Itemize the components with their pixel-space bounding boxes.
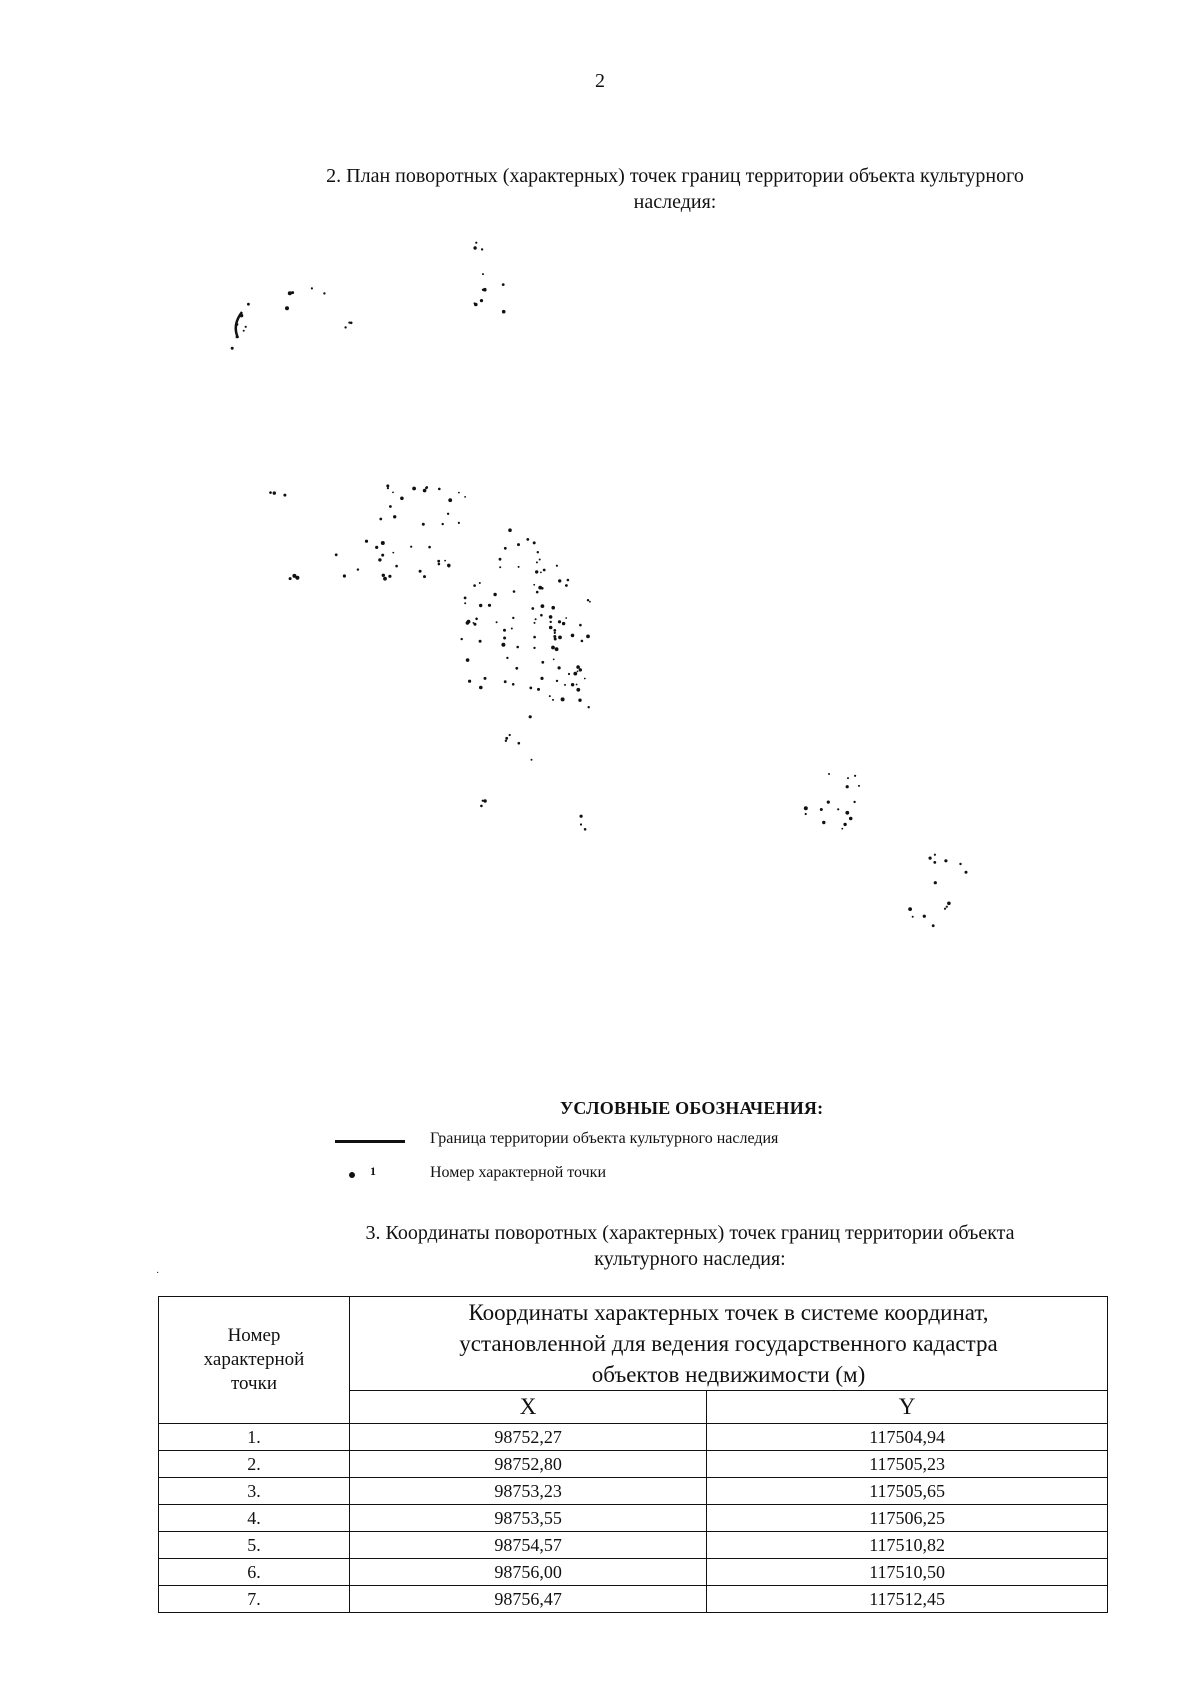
boundary-point-marker <box>499 566 501 568</box>
boundary-point-marker <box>517 543 520 546</box>
table-row <box>159 1451 1108 1478</box>
boundary-point-marker <box>365 540 368 543</box>
boundary-point-marker <box>387 487 389 489</box>
boundary-point-marker <box>549 626 553 630</box>
boundary-point-marker <box>539 559 541 561</box>
boundary-point-marker <box>827 801 830 804</box>
boundary-point-marker <box>551 606 555 610</box>
boundary-point-marker <box>504 547 507 550</box>
boundary-point-marker <box>512 683 515 686</box>
boundary-point-marker <box>382 574 385 577</box>
boundary-point-marker <box>499 558 502 561</box>
x-cell: 98754,57 <box>350 1532 707 1559</box>
boundary-point-marker <box>535 618 537 620</box>
boundary-point-marker <box>565 617 567 619</box>
boundary-point-marker <box>805 813 807 815</box>
boundary-point-marker <box>381 541 385 545</box>
boundary-point-marker <box>535 570 538 573</box>
boundary-point-marker <box>820 808 823 811</box>
boundary-points-plan <box>230 240 1090 1020</box>
boundary-point-marker <box>550 621 552 623</box>
table-row <box>159 1532 1108 1559</box>
point-number-cell: 6. <box>159 1559 350 1586</box>
y-cell: 117510,50 <box>707 1559 1108 1586</box>
boundary-point-marker <box>584 678 586 680</box>
boundary-point-marker <box>386 484 389 487</box>
boundary-point-marker <box>388 575 391 578</box>
boundary-point-marker <box>475 242 477 244</box>
x-column-header: X <box>350 1391 707 1424</box>
boundary-point-marker <box>579 668 582 671</box>
boundary-point-marker <box>323 292 325 294</box>
boundary-point-marker <box>541 587 544 590</box>
boundary-point-marker <box>245 326 247 328</box>
boundary-point-marker <box>466 658 470 662</box>
boundary-point-marker <box>473 584 476 587</box>
point-number-cell: 2. <box>159 1451 350 1478</box>
y-cell: 117504,94 <box>707 1424 1108 1451</box>
boundary-point-marker <box>448 565 450 567</box>
point-number-cell: 4. <box>159 1505 350 1532</box>
boundary-point-marker <box>423 575 426 578</box>
boundary-point-marker <box>389 505 392 508</box>
boundary-point-marker <box>536 561 538 563</box>
boundary-point-marker <box>344 326 346 328</box>
boundary-point-marker <box>553 629 556 632</box>
point-number-cell: 7. <box>159 1586 350 1613</box>
boundary-point-marker <box>247 303 250 306</box>
boundary-point-marker <box>536 591 539 594</box>
boundary-point-marker <box>392 552 394 554</box>
boundary-point-marker <box>464 496 466 498</box>
boundary-point-marker <box>513 590 516 593</box>
table-row <box>159 1505 1108 1532</box>
boundary-point-marker <box>549 695 551 697</box>
boundary-point-marker <box>357 568 359 570</box>
x-cell: 98753,23 <box>350 1478 707 1505</box>
boundary-point-marker <box>423 489 427 493</box>
boundary-point-marker <box>828 773 830 775</box>
boundary-point-marker <box>533 647 535 649</box>
boundary-point-marker <box>568 673 570 675</box>
boundary-point-marker <box>853 801 855 803</box>
boundary-point-marker <box>289 577 292 580</box>
boundary-point-marker <box>425 487 428 490</box>
boundary-point-marker <box>509 734 511 736</box>
boundary-point-marker <box>526 538 529 541</box>
table-row <box>159 1559 1108 1586</box>
page-number: 2 <box>595 70 605 92</box>
boundary-point-marker <box>944 908 946 910</box>
boundary-point-marker <box>540 614 543 617</box>
boundary-point-marker <box>558 666 561 669</box>
point-number-header-line-2: характерной <box>203 1349 305 1370</box>
boundary-point-marker <box>464 597 467 600</box>
coordinates-header <box>350 1297 1108 1391</box>
section-2-heading <box>240 163 1110 215</box>
boundary-point-marker <box>555 647 559 651</box>
section-3-heading-line-1: 3. Координаты поворотных (характерных) точек границ территории объекта <box>365 1222 1015 1244</box>
boundary-point-marker <box>586 635 590 639</box>
boundary-point-marker <box>551 646 555 650</box>
boundary-point-marker <box>534 622 536 624</box>
boundary-point-marker <box>947 902 951 906</box>
boundary-point-marker <box>556 680 558 682</box>
boundary-point-marker <box>837 808 839 810</box>
boundary-point-marker <box>410 546 412 548</box>
boundary-point-marker <box>508 528 512 532</box>
boundary-point-marker <box>311 287 313 289</box>
boundary-point-marker <box>558 636 562 640</box>
boundary-point-marker <box>576 665 580 669</box>
legend-point-label: Номер характерной точки <box>430 1164 606 1181</box>
boundary-point-marker <box>552 699 554 701</box>
boundary-point-marker <box>438 488 441 491</box>
boundary-point-marker <box>464 602 466 604</box>
boundary-point-marker <box>480 299 483 302</box>
boundary-point-marker <box>529 715 532 718</box>
boundary-point-marker <box>529 687 532 690</box>
boundary-point-marker <box>577 671 579 673</box>
boundary-point-marker <box>479 582 481 584</box>
boundary-point-marker <box>584 828 587 831</box>
boundary-point-marker <box>579 624 582 627</box>
boundary-point-marker <box>531 759 533 761</box>
table-row <box>159 1478 1108 1505</box>
y-cell: 117512,45 <box>707 1586 1108 1613</box>
boundary-point-marker <box>567 579 570 582</box>
boundary-point-marker <box>283 494 286 497</box>
boundary-line-symbol <box>330 1130 410 1152</box>
coordinates-table <box>158 1296 1108 1613</box>
boundary-point-marker <box>565 584 568 587</box>
coordinates-header-line-2: установленной для ведения государственного кадастра <box>459 1331 998 1356</box>
boundary-point-marker <box>934 854 936 856</box>
boundary-point-marker <box>479 604 482 607</box>
boundary-point-marker <box>553 635 556 638</box>
x-cell: 98756,00 <box>350 1559 707 1586</box>
boundary-point-marker <box>804 806 808 810</box>
boundary-point-marker <box>444 560 446 562</box>
boundary-point-marker <box>412 487 416 491</box>
boundary-point-marker <box>554 632 556 634</box>
boundary-point-marker <box>447 513 449 515</box>
boundary-point-marker <box>581 640 584 643</box>
boundary-point-marker <box>379 518 382 521</box>
boundary-point-marker <box>482 273 484 275</box>
boundary-point-marker <box>561 697 565 701</box>
boundary-point-marker <box>458 492 460 494</box>
boundary-point-marker <box>512 617 514 619</box>
boundary-point-marker <box>393 515 396 518</box>
boundary-point-marker <box>965 871 968 874</box>
boundary-point-marker <box>573 672 577 676</box>
section-3-heading <box>270 1220 1110 1272</box>
boundary-point-marker <box>562 622 565 625</box>
y-cell: 117510,82 <box>707 1532 1108 1559</box>
boundary-point-marker <box>858 785 860 787</box>
boundary-point-marker <box>448 498 452 502</box>
boundary-point-marker <box>571 683 574 686</box>
boundary-point-marker <box>488 604 491 607</box>
boundary-point-marker <box>503 629 506 632</box>
boundary-point-marker <box>908 907 912 911</box>
boundary-point-marker <box>578 699 581 702</box>
boundary-point-marker <box>502 283 505 286</box>
boundary-point-marker <box>576 684 578 686</box>
boundary-point-marker <box>481 248 483 250</box>
boundary-point-marker <box>395 565 398 568</box>
boundary-point-marker <box>533 541 536 544</box>
boundary-point-marker <box>934 881 937 884</box>
boundary-point-marker <box>553 659 555 661</box>
boundary-point-marker <box>505 737 508 740</box>
y-column-header: Y <box>707 1391 1108 1424</box>
coordinates-header-line-3: объектов недвижимости (м) <box>591 1362 866 1387</box>
point-symbol <box>330 1164 410 1186</box>
boundary-point-marker <box>288 291 292 295</box>
boundary-point-marker <box>845 811 849 815</box>
boundary-point-marker <box>515 667 518 670</box>
boundary-point-marker <box>422 523 425 526</box>
boundary-point-marker <box>912 916 914 918</box>
boundary-point-marker <box>923 915 926 918</box>
legend-title: УСЛОВНЫЕ ОБОЗНАЧЕНИЯ: <box>560 1098 824 1118</box>
table-row <box>159 1424 1108 1451</box>
boundary-point-marker <box>841 828 843 830</box>
x-cell: 98756,47 <box>350 1586 707 1613</box>
boundary-point-marker <box>505 740 507 742</box>
boundary-point-marker <box>549 615 553 619</box>
boundary-point-marker <box>847 777 849 779</box>
boundary-point-marker <box>588 706 590 708</box>
boundary-point-marker <box>580 823 582 825</box>
boundary-point-marker <box>484 677 487 680</box>
boundary-point-marker <box>419 570 422 573</box>
boundary-point-marker <box>381 554 384 557</box>
point-number-cell: 3. <box>159 1478 350 1505</box>
x-cell: 98752,27 <box>350 1424 707 1451</box>
boundary-point-marker <box>467 620 471 624</box>
y-cell: 117505,65 <box>707 1478 1108 1505</box>
boundary-point-marker <box>473 246 476 249</box>
y-cell: 117505,23 <box>707 1451 1108 1478</box>
boundary-point-marker <box>843 823 846 826</box>
boundary-point-marker <box>518 566 520 568</box>
boundary-point-marker <box>932 924 935 927</box>
boundary-point-marker <box>541 661 544 664</box>
boundary-point-marker <box>468 680 471 683</box>
boundary-point-marker <box>503 637 506 640</box>
boundary-point-marker <box>482 289 484 291</box>
boundary-point-marker <box>533 584 535 586</box>
boundary-point-marker <box>558 579 561 582</box>
boundary-point-marker <box>343 574 346 577</box>
boundary-point-marker <box>269 491 272 494</box>
boundary-point-marker <box>944 859 947 862</box>
boundary-point-marker <box>243 330 245 332</box>
stray-mark: · <box>156 1268 160 1279</box>
boundary-point-marker <box>511 628 513 630</box>
boundary-point-marker <box>540 572 542 574</box>
boundary-point-marker <box>473 622 475 624</box>
boundary-point-marker <box>589 601 591 603</box>
boundary-point-marker <box>587 599 589 601</box>
x-cell: 98752,80 <box>350 1451 707 1478</box>
boundary-point-marker <box>946 906 948 908</box>
point-number-header <box>159 1297 350 1424</box>
boundary-point-marker <box>375 546 378 549</box>
boundary-point-marker <box>273 491 276 494</box>
boundary-point-marker <box>518 742 521 745</box>
boundary-point-marker <box>506 657 508 659</box>
boundary-point-marker <box>849 817 853 821</box>
boundary-point-marker <box>479 640 482 643</box>
boundary-point-marker <box>929 857 932 860</box>
boundary-point-marker <box>335 553 338 556</box>
boundary-point-marker <box>493 593 496 596</box>
point-number-header-line-3: точки <box>230 1373 277 1394</box>
section-2-heading-line-2: наследия: <box>633 191 717 213</box>
point-number-cell: 5. <box>159 1532 350 1559</box>
boundary-point-marker <box>496 621 498 623</box>
boundary-point-marker <box>540 677 543 680</box>
boundary-point-marker <box>285 306 289 310</box>
point-number-symbol: 1 <box>370 1164 376 1178</box>
boundary-point-marker <box>571 634 575 638</box>
point-dot-icon <box>349 1172 355 1178</box>
boundary-point-marker <box>580 815 583 818</box>
boundary-point-marker <box>846 785 849 788</box>
boundary-point-marker <box>537 551 539 553</box>
boundary-point-marker <box>482 800 484 802</box>
boundary-point-marker <box>231 347 234 350</box>
boundary-point-marker <box>531 607 534 610</box>
boundary-point-marker <box>564 684 566 686</box>
boundary-point-marker <box>475 618 478 621</box>
boundary-point-marker <box>537 688 540 691</box>
boundary-point-marker <box>479 686 483 690</box>
x-cell: 98753,55 <box>350 1505 707 1532</box>
table-row <box>159 1586 1108 1613</box>
boundary-point-marker <box>543 569 546 572</box>
boundary-point-marker <box>504 680 507 683</box>
boundary-point-marker <box>458 522 460 524</box>
boundary-point-marker <box>400 497 404 501</box>
boundary-point-marker <box>501 643 505 647</box>
boundary-point-marker <box>959 863 961 865</box>
boundary-point-marker <box>383 577 387 581</box>
boundary-point-marker <box>502 310 506 314</box>
boundary-point-marker <box>533 636 536 639</box>
point-number-cell: 1. <box>159 1424 350 1451</box>
boundary-point-marker <box>822 821 825 824</box>
y-cell: 117506,25 <box>707 1505 1108 1532</box>
boundary-point-marker <box>378 558 381 561</box>
boundary-point-marker <box>291 291 294 294</box>
boundary-point-marker <box>483 799 486 802</box>
boundary-point-marker <box>438 563 441 566</box>
boundary-point-marker <box>558 620 561 623</box>
boundary-point-marker <box>556 565 558 567</box>
section-2-heading-line-1: 2. План поворотных (характерных) точек границ территории объекта культурного <box>326 165 1024 187</box>
boundary-point-marker <box>461 638 463 640</box>
boundary-point-marker <box>854 775 856 777</box>
boundary-point-marker <box>392 492 394 494</box>
point-number-header-line-1: Номер <box>227 1325 281 1346</box>
boundary-point-marker <box>516 646 519 649</box>
boundary-point-marker <box>350 322 353 325</box>
boundary-point-marker <box>541 604 545 608</box>
boundary-point-marker <box>554 638 557 641</box>
boundary-point-marker <box>474 303 478 307</box>
boundary-point-marker <box>480 805 483 808</box>
coordinates-header-line-1: Координаты характерных точек в системе координат, <box>468 1300 989 1325</box>
boundary-point-marker <box>442 523 444 525</box>
section-3-heading-line-2: культурного наследия: <box>594 1248 786 1270</box>
boundary-point-marker <box>437 560 440 563</box>
boundary-point-marker <box>933 861 936 864</box>
boundary-point-marker <box>428 546 431 549</box>
boundary-point-marker <box>292 574 296 578</box>
legend-boundary-label: Граница территории объекта культурного наследия <box>430 1130 779 1147</box>
boundary-point-marker <box>576 688 580 692</box>
